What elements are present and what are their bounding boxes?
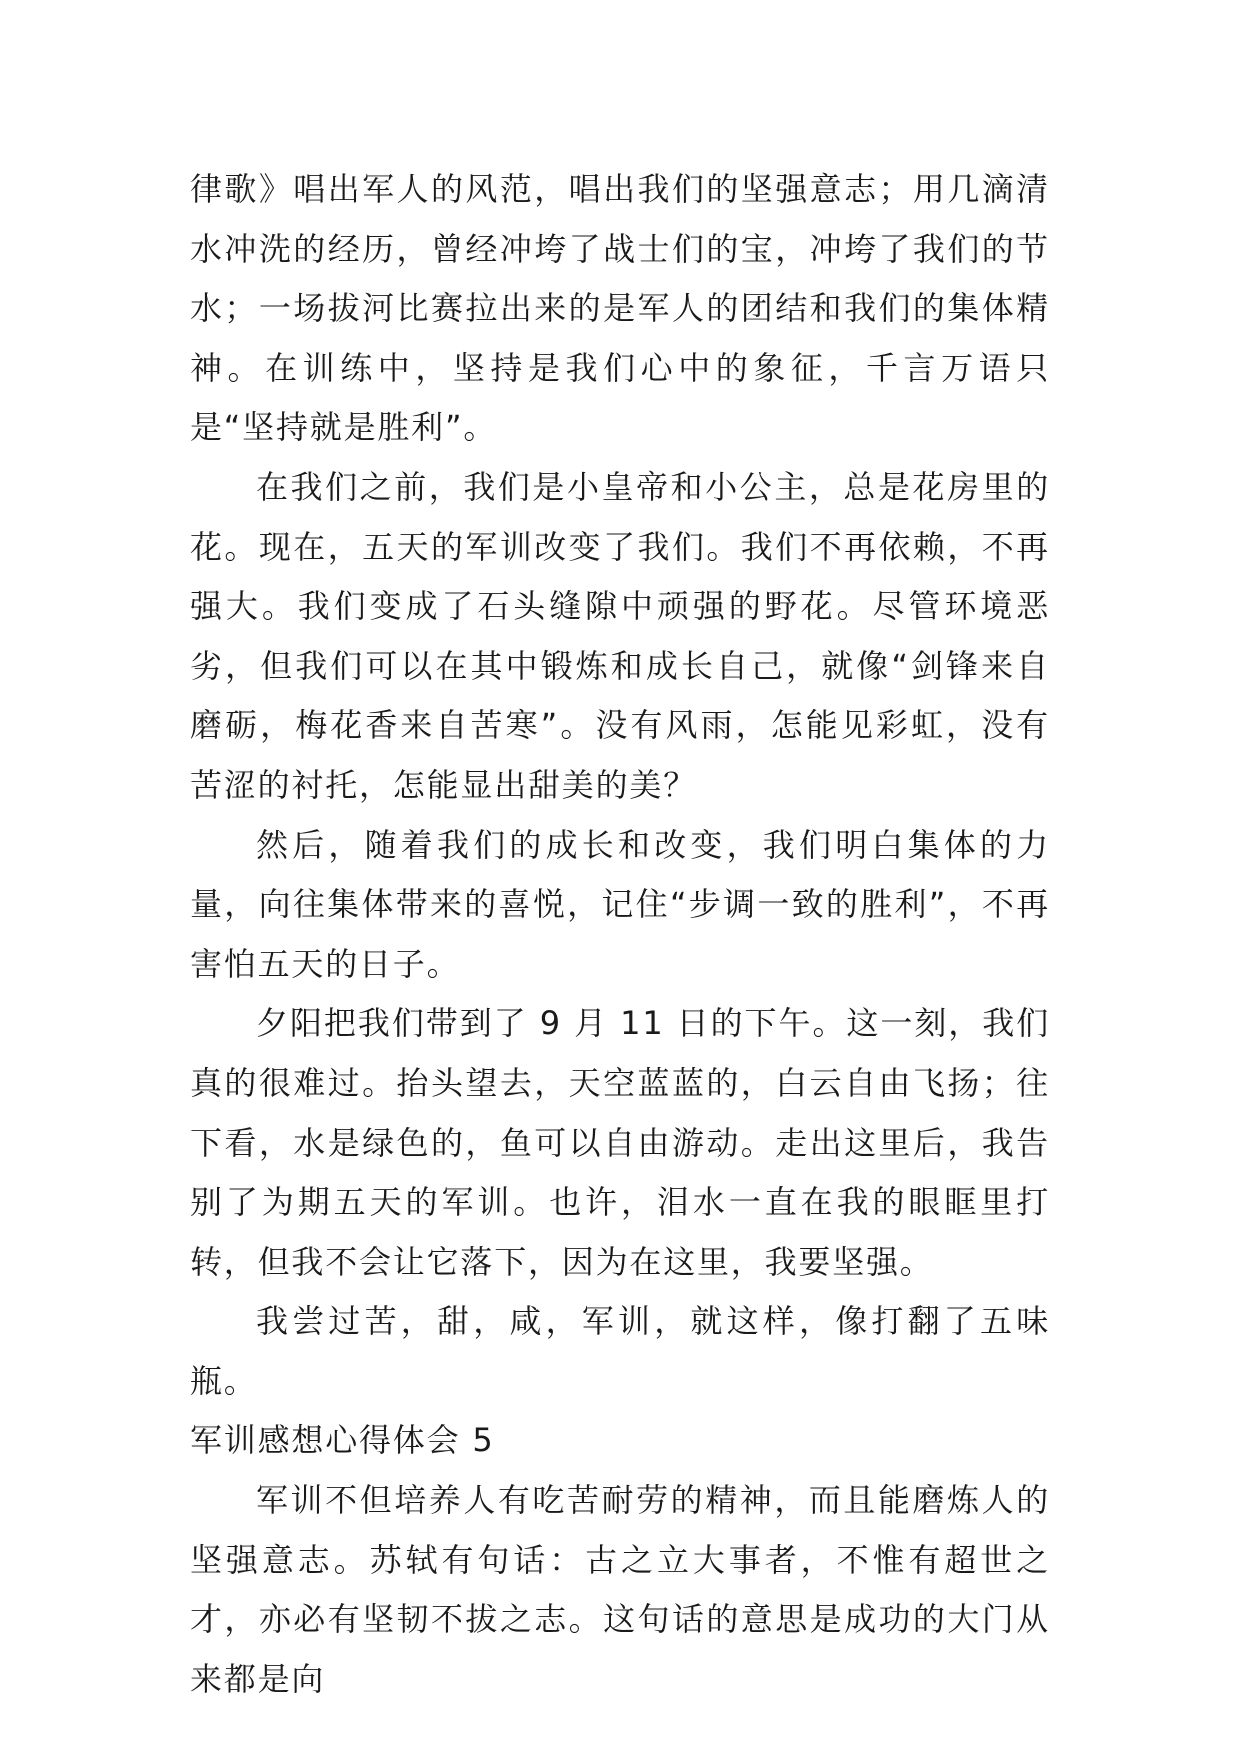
paragraph: 军训不但培养人有吃苦耐劳的精神，而且能磨炼人的坚强意志。苏轼有句话：古之立大事者，不惟有超世之才，亦必有坚韧不拔之志。这句话的意思是成功的大门从来都是向	[190, 1481, 1050, 1698]
paragraph: 夕阳把我们带到了 9 月 11 日的下午。这一刻，我们真的很难过。抬头望去，天空蓝蓝的，白云自由飞扬；往下看，水是绿色的，鱼可以自由游动。走出这里后，我告别了为期五天的军训。也许，泪水一直在我的眼眶里打转，但我不会让它落下，因为在这里，我要坚强。	[190, 1004, 1050, 1281]
paragraph-continuation: 律歌》唱出军人的风范，唱出我们的坚强意志；用几滴清水冲洗的经历，曾经冲垮了战士们的宝，冲垮了我们的节水；一场拔河比赛拉出来的是军人的团结和我们的集体精神。在训练中，坚持是我们心中的象征，千言万语只是“坚持就是胜利”。	[190, 170, 1050, 447]
section-heading: 军训感想心得体会 5	[190, 1421, 495, 1460]
document-body	[190, 160, 1050, 1709]
paragraph: 我尝过苦，甜，咸，军训，就这样，像打翻了五味瓶。	[190, 1302, 1050, 1400]
paragraph: 然后，随着我们的成长和改变，我们明白集体的力量，向往集体带来的喜悦，记住“步调一致的胜利”，不再害怕五天的日子。	[190, 825, 1050, 983]
paragraph: 在我们之前，我们是小皇帝和小公主，总是花房里的花。现在，五天的军训改变了我们。我们不再依赖，不再强大。我们变成了石头缝隙中顽强的野花。尽管环境恶劣，但我们可以在其中锻炼和成长自己，就像“剑锋来自磨砺，梅花香来自苦寒”。没有风雨，怎能见彩虹，没有苦涩的衬托，怎能显出甜美的美？	[190, 467, 1050, 804]
